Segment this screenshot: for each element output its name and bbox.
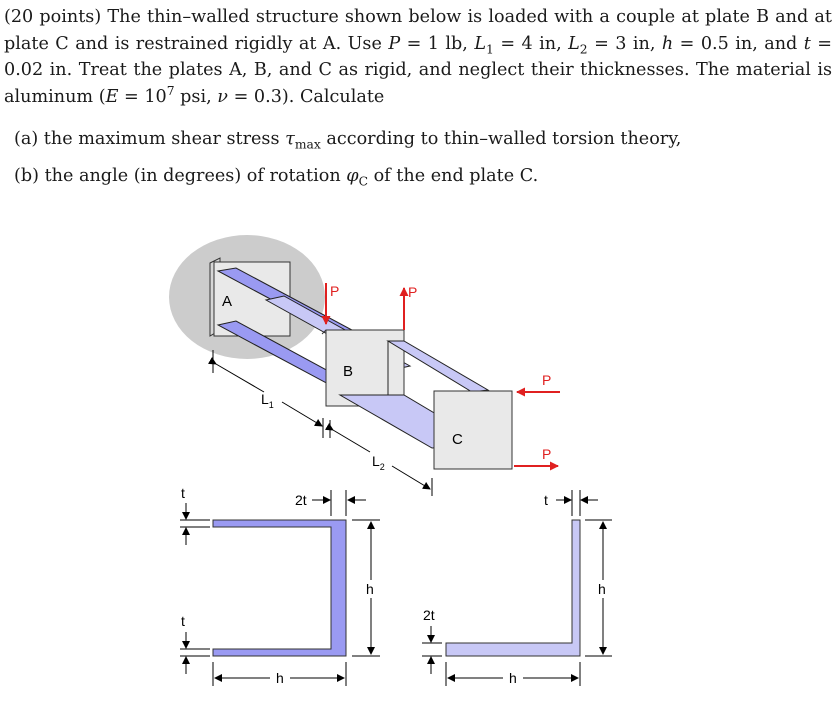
e-exponent: 7 <box>166 83 175 98</box>
load-c-top-label: P <box>542 372 552 388</box>
l2-dimension <box>333 430 370 452</box>
plate-c-label: C <box>452 431 463 448</box>
l1-label: $L_1$ <box>261 391 274 410</box>
angle-width: h <box>509 670 517 686</box>
l1-value: = 4 in, <box>500 33 562 54</box>
plate-b-label: B <box>343 363 354 380</box>
l2-value: = 3 in, <box>594 33 656 54</box>
angle-web-thickness: t <box>544 492 548 508</box>
e-unit: psi, <box>180 86 212 107</box>
p-value: = 1 lb, <box>406 33 468 54</box>
statement-text-1: The thin–walled structure shown below is loaded with a couple at plate B and at plate C and is restrained rigidly at A. Use <box>4 7 832 54</box>
channel-top-flange-thickness: t <box>181 485 185 501</box>
h-value: = 0.5 in, and <box>679 33 798 54</box>
channel-section <box>213 520 346 656</box>
channel-web-thickness: 2t <box>295 492 307 508</box>
points-label: (20 points) <box>4 7 102 27</box>
channel-width: h <box>276 670 284 686</box>
load-b-up-label: P <box>408 284 418 300</box>
load-b-down-label: P <box>330 283 340 299</box>
load-c-bottom-label: P <box>542 446 552 462</box>
part-b: (b) the angle (in degrees) of rotation $\varphi_C$ of the end plate C. <box>14 165 539 189</box>
nu-value: = 0.3). Calculate <box>233 86 385 107</box>
e-value: = 10 <box>124 86 167 107</box>
plate-a-label: A <box>222 293 233 310</box>
angle-flange-thickness: 2t <box>423 607 435 623</box>
channel-height: h <box>366 581 374 597</box>
part-a: (a) the maximum shear stress $\tau_{max}$ according to thin–walled torsion theory, <box>14 129 682 152</box>
angle-section <box>446 520 580 656</box>
t-value: = 0.02 in. <box>4 33 833 80</box>
angle-height: h <box>598 581 606 597</box>
channel-bottom-flange-thickness: t <box>181 613 185 629</box>
statement-text-2: Treat the plates A, B, and C as rigid, and neglect their thicknesses. The material is aluminum ( <box>4 60 833 107</box>
plate-c <box>434 391 512 469</box>
l1-dimension <box>216 364 264 392</box>
l2-label: $L_2$ <box>372 453 385 472</box>
problem-paragraph: (20 points) The thin–walled structure shown below is loaded with a couple at plate B and at plate C and is restrained rigidly at A. Use P = 1 lb, $L_1 = 4$ in, $L_2 = 3$ in, h = 0.5 in, and t = 0.02 in. Treat the plates A, B, and C as rigid, and neglect their thicknesses. The material is aluminum ($E = 10^7$ psi, ν = 0.3). Calculate <box>4 7 833 107</box>
